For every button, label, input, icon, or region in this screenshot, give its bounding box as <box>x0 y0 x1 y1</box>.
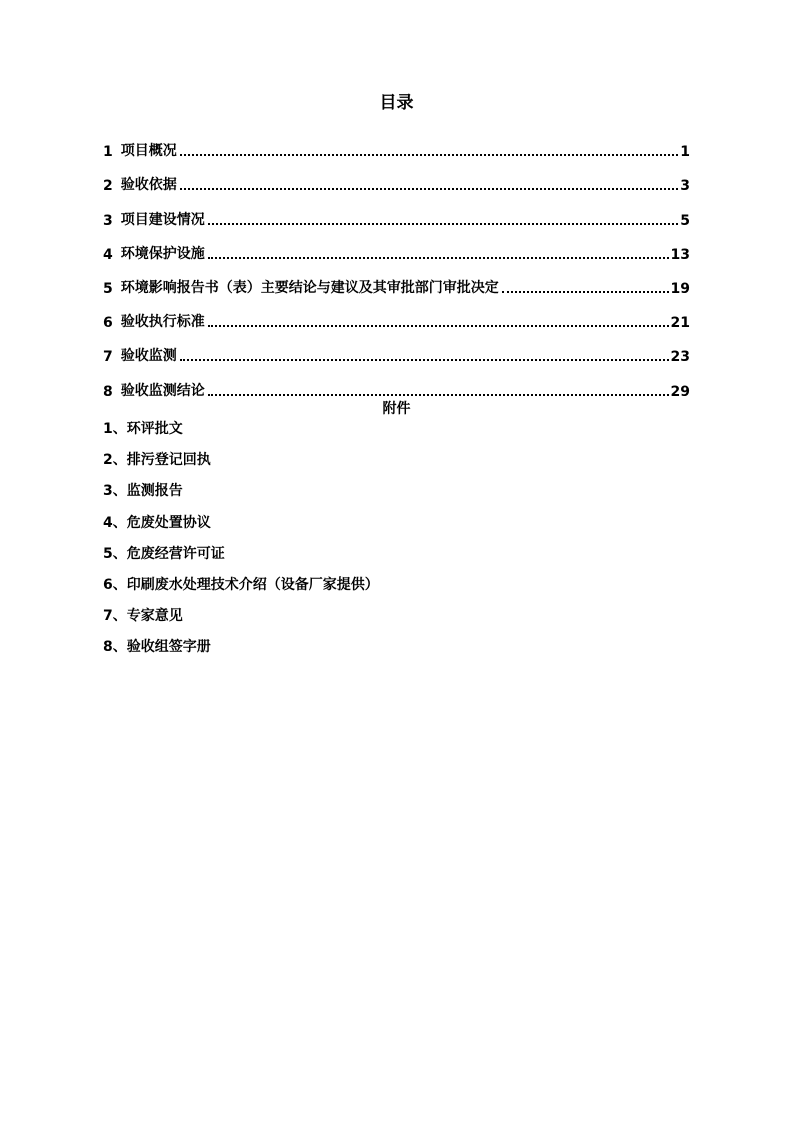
toc-entry[interactable] <box>103 126 690 160</box>
toc-entry-number: 5 <box>103 280 113 297</box>
toc-entry-label: 项目建设情况 <box>120 211 205 228</box>
toc-entry-label: 项目概况 <box>120 143 177 160</box>
dot-leader <box>208 257 669 259</box>
toc-entry-number: 4 <box>103 246 113 263</box>
appendix-item: 2、排污登记回执 <box>103 452 211 469</box>
toc-entry-label: 验收执行标准 <box>120 314 205 331</box>
toc-entry-page: 29 <box>670 383 690 400</box>
toc-entry[interactable] <box>103 194 690 228</box>
dot-leader <box>208 325 669 327</box>
appendix-item: 3、监测报告 <box>103 483 183 500</box>
toc-list <box>103 126 690 400</box>
toc-title: 目录 <box>379 93 414 113</box>
dot-leader <box>502 291 669 293</box>
dot-leader <box>208 223 679 225</box>
toc-entry[interactable] <box>103 229 690 263</box>
toc-entry-number: 8 <box>103 383 113 400</box>
toc-entry-page: 21 <box>670 315 690 332</box>
toc-entry[interactable] <box>103 365 690 399</box>
toc-entry-label: 环境影响报告书（表）主要结论与建议及其审批部门审批决定 <box>120 279 499 296</box>
toc-entry-page: 13 <box>670 246 690 263</box>
toc-entry[interactable] <box>103 297 690 331</box>
toc-entry-number: 7 <box>103 349 113 366</box>
toc-entry-page: 3 <box>680 178 690 195</box>
appendix-item: 6、印刷废水处理技术介绍（设备厂家提供） <box>103 576 379 593</box>
toc-entry-label: 环境保护设施 <box>120 245 205 262</box>
toc-entry-label: 验收依据 <box>120 177 177 194</box>
toc-entry[interactable] <box>103 331 690 365</box>
toc-entry-number: 6 <box>103 315 113 332</box>
appendix-item: 8、验收组签字册 <box>103 639 211 656</box>
dot-leader <box>180 154 679 156</box>
toc-entry-page: 5 <box>680 212 690 229</box>
toc-entry-page: 23 <box>670 349 690 366</box>
toc-entry[interactable] <box>103 160 690 194</box>
appendix-title: 附件 <box>382 401 411 417</box>
appendix-item: 7、专家意见 <box>103 608 183 625</box>
toc-entry-page: 1 <box>680 144 690 161</box>
appendix-item: 5、危废经营许可证 <box>103 545 225 562</box>
dot-leader <box>180 188 679 190</box>
toc-entry-number: 3 <box>103 212 113 229</box>
appendix-list <box>103 418 379 668</box>
appendix-item: 4、危废处置协议 <box>103 514 211 531</box>
dot-leader <box>208 394 669 396</box>
toc-entry-label: 验收监测 <box>120 348 177 365</box>
toc-entry-page: 19 <box>670 280 690 297</box>
toc-entry-number: 2 <box>103 178 113 195</box>
toc-entry-label: 验收监测结论 <box>120 382 205 399</box>
toc-entry-number: 1 <box>103 144 113 161</box>
dot-leader <box>180 359 669 361</box>
toc-entry[interactable] <box>103 263 690 297</box>
appendix-item: 1、环评批文 <box>103 421 183 437</box>
